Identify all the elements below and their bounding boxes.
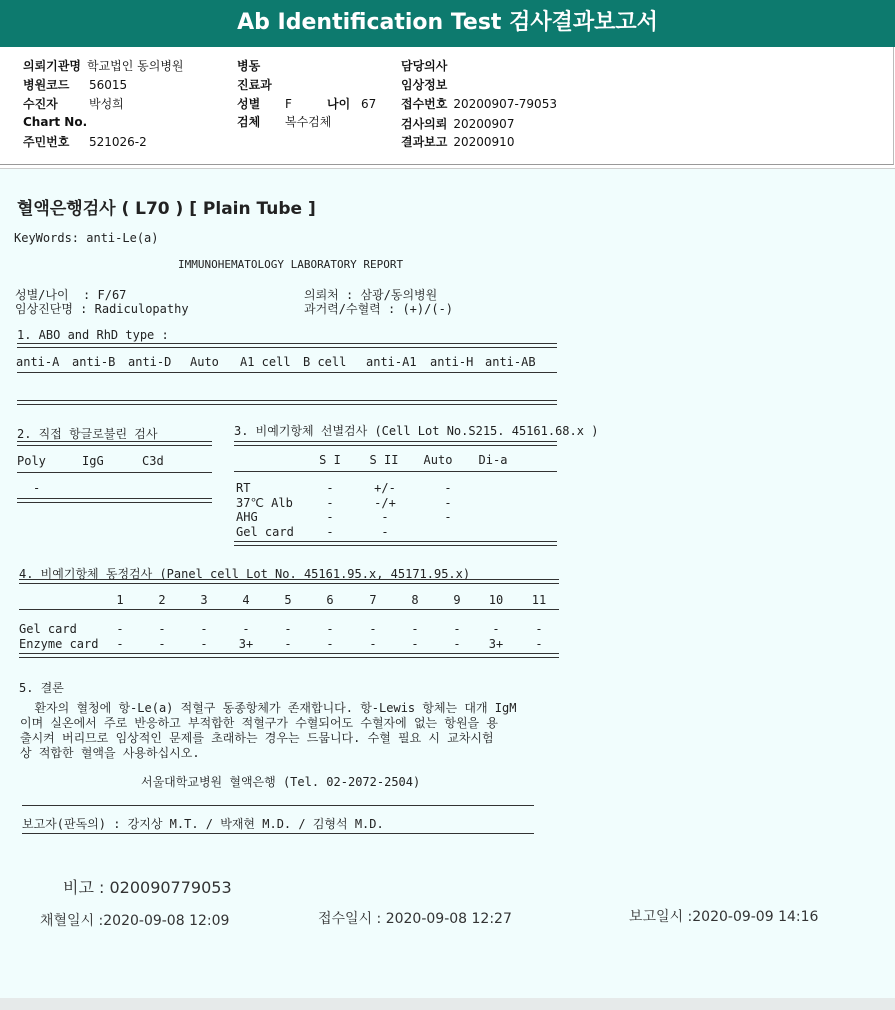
screen-row-label: 37℃ Alb bbox=[236, 495, 293, 510]
screen-header-cell: S II bbox=[369, 453, 399, 467]
panel-header-cell: 11 bbox=[531, 593, 547, 607]
panel-cell: - bbox=[284, 636, 292, 651]
screen-row-label: AHG bbox=[236, 510, 258, 524]
divider bbox=[234, 441, 557, 446]
screen-row-label: RT bbox=[236, 481, 251, 495]
header-sex: 성별 F bbox=[237, 97, 292, 111]
screen-cell: - bbox=[326, 510, 334, 524]
receipt-datetime: 접수일시 : 2020-09-08 12:27 bbox=[318, 911, 512, 927]
hospital-blood-bank: 서울대학교병원 혈액은행 (Tel. 02-2072-2504) bbox=[141, 775, 421, 789]
lab-report-title: IMMUNOHEMATOLOGY LABORATORY REPORT bbox=[178, 258, 404, 271]
header-ward: 병동 bbox=[237, 59, 261, 73]
screen-cell: - bbox=[326, 495, 334, 510]
divider bbox=[19, 579, 559, 584]
abo-header-cell: anti-D bbox=[128, 355, 172, 369]
conclusion-line-2: 이며 실온에서 주로 반응하고 부적합한 적혈구가 수혈되어도 수혈자에 없는 항원을 용 bbox=[20, 716, 498, 730]
panel-cell: - bbox=[453, 636, 461, 651]
panel-header-cell: 1 bbox=[116, 593, 124, 607]
panel-header-cell: 4 bbox=[242, 593, 250, 607]
abo-header-cell: B cell bbox=[303, 355, 347, 369]
screen-row-label: Gel card bbox=[236, 524, 294, 539]
report-body bbox=[0, 168, 895, 999]
abo-header-cell: anti-A bbox=[16, 355, 60, 369]
screen-cell: - bbox=[381, 510, 389, 524]
screen-cell: - bbox=[444, 495, 452, 510]
conclusion-line-4: 상 적합한 혈액을 사용하십시오. bbox=[20, 746, 200, 760]
sex-age: 성별/나이 : F/67 bbox=[15, 288, 127, 302]
divider bbox=[17, 472, 212, 473]
header-chart-no: Chart No. bbox=[23, 115, 88, 129]
bottom-strip bbox=[0, 998, 895, 1010]
screen-cell: - bbox=[444, 481, 452, 495]
panel-cell: - bbox=[326, 636, 334, 651]
panel-cell: - bbox=[411, 636, 419, 651]
divider bbox=[19, 609, 559, 610]
dat-value-poly: - bbox=[33, 481, 41, 495]
header-test-request: 검사의뢰 20200907 bbox=[401, 117, 515, 131]
abo-header-cell: anti-A1 bbox=[366, 355, 417, 369]
panel-cell: - bbox=[411, 622, 419, 636]
header-department: 진료과 bbox=[237, 78, 272, 92]
divider bbox=[17, 400, 557, 405]
divider bbox=[22, 805, 534, 806]
screen-cell: - bbox=[326, 524, 334, 539]
abo-header-cell: anti-H bbox=[430, 355, 474, 369]
conclusion-line-3: 출시켜 버리므로 임상적인 문제를 초래하는 경우는 드뭅니다. 수혈 필요 시 교차시험 bbox=[20, 731, 494, 745]
screen-cell: +/- bbox=[374, 481, 396, 495]
dat-header-c3d: C3d bbox=[142, 454, 164, 468]
screen-section-title: 3. 비예기항체 선별검사 (Cell Lot No.S215. 45161.68.x ) bbox=[234, 424, 599, 438]
panel-header-cell: 2 bbox=[158, 593, 166, 607]
panel-cell: - bbox=[158, 636, 166, 651]
abo-header-cell: A1 cell bbox=[240, 355, 291, 369]
diagnosis: 임상진단명 : Radiculopathy bbox=[15, 302, 189, 316]
header-age: 나이 67 bbox=[327, 97, 377, 111]
panel-header-cell: 6 bbox=[326, 593, 334, 607]
panel-cell: 3+ bbox=[488, 636, 504, 651]
screen-cell: - bbox=[444, 510, 452, 524]
panel-header-cell: 8 bbox=[411, 593, 419, 607]
panel-cell: - bbox=[200, 622, 208, 636]
panel-header-cell: 3 bbox=[200, 593, 208, 607]
panel-cell: - bbox=[116, 622, 124, 636]
header-result-report: 결과보고 20200910 bbox=[401, 135, 515, 149]
header-specimen: 검체 복수검체 bbox=[237, 115, 332, 129]
screen-cell: - bbox=[326, 481, 334, 495]
transfusion-history: 과거력/수혈력 : (+)/(-) bbox=[304, 302, 454, 316]
screen-header-cell: S I bbox=[319, 453, 341, 467]
abo-header-cell: anti-B bbox=[72, 355, 116, 369]
divider bbox=[17, 498, 212, 503]
divider bbox=[22, 833, 534, 834]
header-clinical-info: 임상정보 bbox=[401, 78, 448, 92]
panel-row-label: Enzyme card bbox=[19, 636, 99, 651]
panel-cell: 3+ bbox=[238, 636, 254, 651]
divider bbox=[17, 441, 212, 446]
panel-cell: - bbox=[158, 622, 166, 636]
abo-header-cell: anti-AB bbox=[485, 355, 536, 369]
keywords: KeyWords: anti-Le(a) bbox=[14, 231, 159, 245]
requester: 의뢰처 : 삼광/동의병원 bbox=[304, 288, 438, 302]
patient-header bbox=[0, 47, 894, 165]
panel-header-cell: 9 bbox=[453, 593, 461, 607]
abo-header-cell: Auto bbox=[190, 355, 219, 369]
panel-row-label: Gel card bbox=[19, 622, 77, 636]
divider bbox=[234, 541, 557, 546]
divider bbox=[19, 653, 559, 658]
panel-cell: - bbox=[369, 636, 377, 651]
panel-section-title: 4. 비예기항체 동정검사 (Panel cell Lot No. 45161.95.x, 45171.95.x) bbox=[19, 567, 471, 581]
panel-cell: - bbox=[453, 622, 461, 636]
abo-section-title: 1. ABO and RhD type : bbox=[17, 328, 169, 342]
report-datetime: 보고일시 :2020-09-09 14:16 bbox=[629, 909, 819, 925]
header-doctor: 담당의사 bbox=[401, 59, 448, 73]
divider bbox=[234, 471, 557, 472]
header-receipt-no: 접수번호 20200907-79053 bbox=[401, 97, 557, 111]
panel-cell: - bbox=[284, 622, 292, 636]
panel-cell: - bbox=[535, 622, 543, 636]
report-title: Ab Identification Test 검사결과보고서 bbox=[237, 10, 658, 35]
screen-header-cell: Auto bbox=[423, 453, 453, 467]
panel-header-cell: 5 bbox=[284, 593, 292, 607]
reporter: 보고자(판독의) : 강지상 M.T. / 박재현 M.D. / 김형석 M.D. bbox=[22, 817, 384, 831]
panel-cell: - bbox=[200, 636, 208, 651]
divider bbox=[17, 372, 557, 373]
panel-cell: - bbox=[369, 622, 377, 636]
conclusion-title: 5. 결론 bbox=[19, 681, 64, 695]
header-hospital-code: 병원코드 56015 bbox=[23, 78, 128, 92]
dat-header-igg: IgG bbox=[82, 454, 104, 468]
panel-header-cell: 10 bbox=[488, 593, 504, 607]
screen-cell: - bbox=[381, 524, 389, 539]
dat-header-poly: Poly bbox=[17, 454, 46, 468]
panel-cell: - bbox=[116, 636, 124, 651]
screen-cell: -/+ bbox=[374, 495, 396, 510]
dat-section-title: 2. 직접 항글로불린 검사 bbox=[17, 427, 158, 441]
note: 비고 : 020090779053 bbox=[63, 878, 232, 897]
header-patient-name: 수진자 박성희 bbox=[23, 97, 124, 111]
panel-cell: - bbox=[535, 636, 543, 651]
screen-header-cell: Di-a bbox=[478, 453, 508, 467]
collection-datetime: 채혈일시 :2020-09-08 12:09 bbox=[40, 913, 230, 929]
header-resident-no: 주민번호 521026-2 bbox=[23, 135, 147, 149]
conclusion-line-1: 환자의 혈청에 항-Le(a) 적혈구 동종항체가 존재합니다. 항-Lewis 항체는 대개 IgM bbox=[20, 701, 517, 715]
panel-cell: - bbox=[242, 622, 250, 636]
divider bbox=[17, 343, 557, 348]
panel-cell: - bbox=[326, 622, 334, 636]
panel-cell: - bbox=[492, 622, 500, 636]
report-title-bar bbox=[0, 0, 895, 47]
header-institution: 의뢰기관명 학교법인 동의병원 bbox=[23, 59, 184, 73]
report-heading: 혈액은행검사 ( L70 ) [ Plain Tube ] bbox=[17, 199, 316, 219]
panel-header-cell: 7 bbox=[369, 593, 377, 607]
